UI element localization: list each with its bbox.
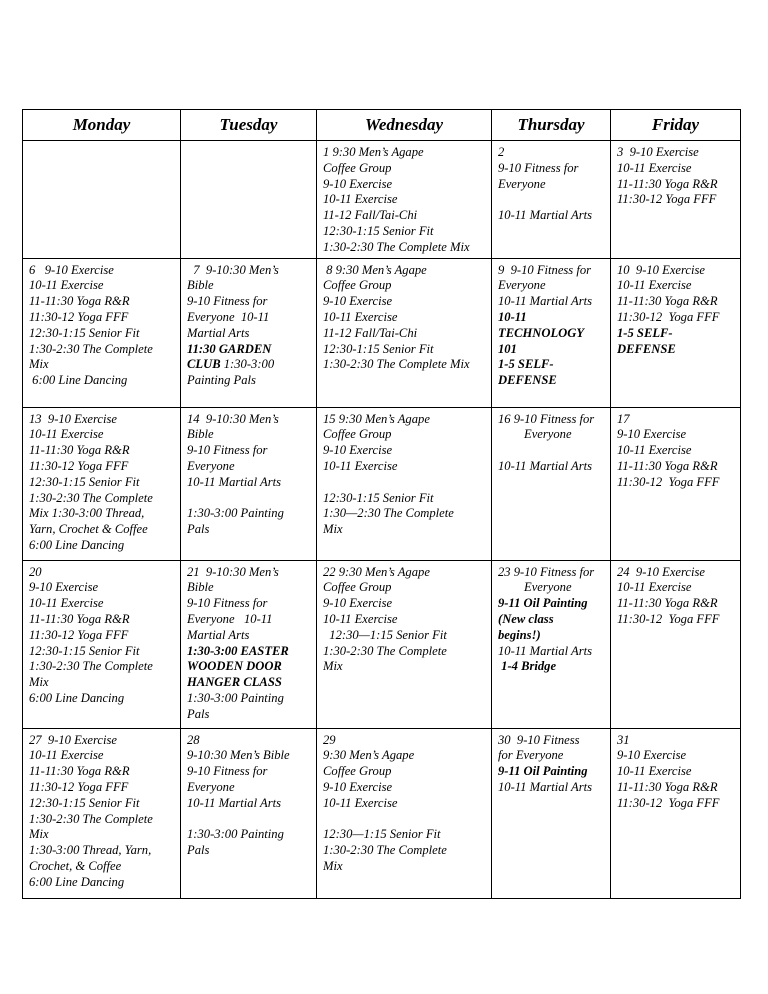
- header-thursday: Thursday: [492, 110, 611, 141]
- day-number-line: 29: [323, 732, 336, 747]
- event-line: 6:00 Line Dancing: [29, 537, 125, 552]
- day-cell-friday: [611, 407, 741, 560]
- event-line: DEFENSE: [498, 373, 557, 388]
- weekday-header-row: [23, 110, 741, 141]
- event-line: Mix: [323, 522, 343, 537]
- day-events: [317, 561, 491, 678]
- day-number-line: 2: [498, 145, 505, 159]
- event-line: 10-11 Martial Arts: [498, 643, 592, 658]
- event-line: Everyone: [524, 427, 572, 442]
- day-cell-tuesday: [181, 728, 317, 898]
- day-events: [611, 259, 740, 360]
- event-line: 1:30—2:30 The Complete: [323, 506, 454, 521]
- event-line: (New class: [498, 611, 554, 626]
- event-line: Coffee Group: [323, 160, 392, 175]
- event-line: [187, 357, 313, 373]
- event-line: 9-11 Oil Painting: [498, 764, 588, 779]
- event-line: Everyone 10-11: [187, 611, 273, 626]
- event-line: Pals: [187, 843, 210, 858]
- event-line: 10-11 Exercise: [323, 458, 398, 473]
- event-line: 10-11 Exercise: [323, 192, 398, 207]
- event-line: DEFENSE: [617, 341, 676, 356]
- day-cell-tuesday: [181, 141, 317, 259]
- day-cell-friday: [611, 258, 741, 407]
- day-number-line: 31: [617, 732, 630, 747]
- event-line: HANGER CLASS: [187, 675, 282, 690]
- day-cell-monday: [23, 258, 181, 407]
- day-number-line: 27 9-10 Exercise: [29, 732, 118, 747]
- event-line: 10-11 Martial Arts: [498, 294, 592, 309]
- event-line: 10-11 Martial Arts: [498, 779, 592, 794]
- event-line: 11-12 Fall/Tai-Chi: [323, 325, 418, 340]
- day-number-line: 3 9-10 Exercise: [617, 145, 699, 159]
- event-line: 10-11 Martial Arts: [187, 795, 281, 810]
- header-wednesday: Wednesday: [317, 110, 492, 141]
- event-line: 11-11:30 Yoga R&R: [617, 294, 718, 309]
- day-number-line: 21 9-10:30 Men’s: [187, 564, 279, 579]
- week-row: [23, 728, 741, 898]
- day-events: [23, 141, 180, 147]
- event-line: Coffee Group: [323, 764, 392, 779]
- day-number-line: 17: [617, 411, 630, 426]
- event-line: 1:30-2:30 The Complete Mix: [323, 357, 470, 372]
- event-line: 10-11 Exercise: [29, 278, 104, 293]
- event-line: 12:30-1:15 Senior Fit: [323, 490, 434, 505]
- event-text: CLUB: [187, 357, 224, 372]
- event-line: 6:00 Line Dancing: [29, 690, 125, 705]
- event-line: 10-11: [498, 309, 527, 324]
- event-line: 10-11 Exercise: [323, 795, 398, 810]
- day-events: [611, 729, 740, 814]
- day-number-line: 13 9-10 Exercise: [29, 411, 118, 426]
- event-line: Everyone: [187, 458, 235, 473]
- week-row: [23, 560, 741, 728]
- day-events: [492, 259, 610, 391]
- week-row: [23, 407, 741, 560]
- day-number-line: 7 9-10:30 Men’s: [187, 262, 279, 277]
- day-events: [317, 729, 491, 877]
- event-line: 9:30 Men’s Agape: [323, 748, 415, 763]
- event-line: 9-10 Exercise: [323, 779, 393, 794]
- event-line: Everyone 10-11: [187, 309, 270, 324]
- day-cell-friday: [611, 728, 741, 898]
- event-line: Mix: [323, 858, 343, 873]
- event-line: Martial Arts: [187, 325, 250, 340]
- event-line: Crochet, & Coffee: [29, 858, 122, 873]
- event-line: 10-11 Exercise: [617, 580, 692, 595]
- day-cell-monday: [23, 407, 181, 560]
- day-events: [492, 729, 610, 798]
- event-line: 10-11 Martial Arts: [498, 458, 592, 473]
- event-line: 9-10 Exercise: [29, 580, 99, 595]
- blank-line: [323, 812, 488, 828]
- day-events: [23, 408, 180, 556]
- event-line: Everyone: [498, 278, 546, 293]
- event-line: 12:30-1:15 Senior Fit: [323, 341, 434, 356]
- day-cell-friday: [611, 560, 741, 728]
- day-number-line: 15 9:30 Men’s Agape: [323, 411, 430, 426]
- event-line: 10-11 Exercise: [29, 596, 104, 611]
- event-line: 9-10 Exercise: [617, 427, 687, 442]
- day-events: [181, 561, 316, 725]
- event-line: 11-12 Fall/Tai-Chi: [323, 208, 418, 223]
- blank-line: [498, 192, 607, 208]
- event-line: 11-11:30 Yoga R&R: [617, 779, 718, 794]
- event-line: 10-11 Exercise: [617, 160, 692, 175]
- day-cell-wednesday: [317, 728, 492, 898]
- event-line: 11:30-12 Yoga FFF: [29, 779, 129, 794]
- event-line: 1:30-3:00 Painting: [187, 827, 284, 842]
- event-line: 9-10:30 Men’s Bible: [187, 748, 290, 763]
- day-cell-monday: [23, 560, 181, 728]
- day-cell-thursday: [492, 728, 611, 898]
- day-number-line: 24 9-10 Exercise: [617, 564, 706, 579]
- event-line: 12:30-1:15 Senior Fit: [29, 325, 140, 340]
- event-line: 1:30-3:00 EASTER: [187, 643, 289, 658]
- day-events: [23, 729, 180, 893]
- day-cell-monday: [23, 141, 181, 259]
- day-cell-tuesday: [181, 560, 317, 728]
- day-number-line: 20: [29, 564, 42, 579]
- day-events: [317, 259, 491, 376]
- day-events: [492, 408, 610, 477]
- event-line: Mix: [323, 659, 343, 674]
- event-line: 12:30-1:15 Senior Fit: [29, 643, 140, 658]
- event-line: Everyone: [524, 580, 572, 595]
- event-line: WOODEN DOOR: [187, 659, 282, 674]
- event-line: Bible: [187, 427, 214, 442]
- event-line: Pals: [187, 522, 210, 537]
- event-text: 1:30-3:00: [223, 357, 275, 372]
- event-line: 11:30-12 Yoga FFF: [617, 795, 720, 810]
- event-line: 10-11 Exercise: [617, 443, 692, 458]
- event-line: 11:30-12 Yoga FFF: [29, 309, 129, 324]
- blank-line: [187, 491, 313, 507]
- event-line: 11-11:30 Yoga R&R: [29, 443, 130, 458]
- event-line: 101: [498, 341, 517, 356]
- day-events: [611, 408, 740, 493]
- day-events: [181, 729, 316, 861]
- event-line: 11-11:30 Yoga R&R: [29, 294, 130, 309]
- event-line: 1:30-2:30 The Complete: [323, 843, 447, 858]
- day-events: [611, 561, 740, 630]
- event-line: 1:30-3:00 Thread, Yarn,: [29, 843, 152, 858]
- event-line: 1:30-2:30 The Complete: [29, 490, 153, 505]
- day-number-line: 16 9-10 Fitness for: [498, 411, 595, 426]
- day-cell-wednesday: [317, 258, 492, 407]
- day-cell-tuesday: [181, 407, 317, 560]
- day-number-line: 10 9-10 Exercise: [617, 262, 706, 277]
- day-events: [181, 141, 316, 147]
- header-friday: Friday: [611, 110, 741, 141]
- event-line: 6:00 Line Dancing: [29, 373, 128, 388]
- day-number-line: 6 9-10 Exercise: [29, 262, 114, 277]
- event-line: 9-10 Exercise: [323, 176, 393, 191]
- event-line: 10-11 Exercise: [617, 764, 692, 779]
- event-line: 9-10 Exercise: [323, 294, 393, 309]
- event-line: Mix: [29, 675, 49, 690]
- blank-line: [187, 812, 313, 828]
- event-line: 10-11 Martial Arts: [187, 474, 281, 489]
- event-line: 9-10 Exercise: [617, 748, 687, 763]
- event-line: 10-11 Exercise: [323, 611, 398, 626]
- day-number-line: 28: [187, 732, 200, 747]
- day-number-line: 8 9:30 Men’s Agape: [323, 262, 427, 277]
- day-cell-monday: [23, 728, 181, 898]
- event-line: 6:00 Line Dancing: [29, 874, 125, 889]
- day-cell-thursday: [492, 560, 611, 728]
- event-line: 1:30-2:30 The Complete: [323, 643, 447, 658]
- event-line: Everyone: [187, 779, 235, 794]
- day-cell-thursday: [492, 258, 611, 407]
- day-events: [492, 141, 610, 226]
- event-line: Painting Pals: [187, 373, 256, 388]
- event-line: 12:30—1:15 Senior Fit: [323, 827, 441, 842]
- event-line: 11-11:30 Yoga R&R: [617, 458, 718, 473]
- event-line: for Everyone: [498, 748, 564, 763]
- event-line: begins!): [498, 627, 541, 642]
- day-cell-wednesday: [317, 141, 492, 259]
- event-line: 11:30-12 Yoga FFF: [29, 458, 129, 473]
- event-line: 9-10 Fitness for: [498, 160, 579, 175]
- event-line: 11:30-12 Yoga FFF: [617, 309, 720, 324]
- event-line: 12:30-1:15 Senior Fit: [323, 223, 434, 238]
- day-events: [317, 141, 491, 258]
- blank-line: [498, 443, 607, 459]
- week-row: [23, 141, 741, 259]
- event-line: 11-11:30 Yoga R&R: [29, 611, 130, 626]
- event-line: 10-11 Martial Arts: [498, 208, 592, 223]
- event-line: Coffee Group: [323, 427, 392, 442]
- event-line: 1:30-3:00 Painting: [187, 506, 284, 521]
- event-line: 1-5 SELF-: [498, 357, 554, 372]
- calendar-table: [22, 109, 741, 899]
- event-line: 12:30-1:15 Senior Fit: [29, 795, 140, 810]
- event-line: 1:30-2:30 The Complete: [29, 811, 153, 826]
- day-events: [611, 141, 740, 210]
- event-line: TECHNOLOGY: [498, 325, 585, 340]
- event-line: Martial Arts: [187, 627, 250, 642]
- event-line: 1:30-2:30 The Complete: [29, 341, 153, 356]
- event-line: 9-10 Exercise: [323, 443, 393, 458]
- day-events: [317, 408, 491, 540]
- event-line: 9-10 Fitness for: [187, 764, 268, 779]
- event-line: Mix: [29, 827, 49, 842]
- event-line: 11:30-12 Yoga FFF: [617, 192, 717, 207]
- day-cell-tuesday: [181, 258, 317, 407]
- event-line: Bible: [187, 278, 214, 293]
- header-monday: Monday: [23, 110, 181, 141]
- event-line: 12:30-1:15 Senior Fit: [29, 474, 140, 489]
- event-line: 11:30-12 Yoga FFF: [29, 627, 129, 642]
- day-number-line: 22 9:30 Men’s Agape: [323, 564, 430, 579]
- event-line: 1:30-2:30 The Complete: [29, 659, 153, 674]
- day-cell-wednesday: [317, 407, 492, 560]
- event-line: 10-11 Exercise: [29, 748, 104, 763]
- day-events: [23, 561, 180, 709]
- day-events: [181, 259, 316, 391]
- blank-line: [323, 475, 488, 491]
- event-line: 9-10 Fitness for: [187, 443, 268, 458]
- event-line: 1:30-3:00 Painting: [187, 690, 284, 705]
- event-line: 10-11 Exercise: [617, 278, 692, 293]
- day-number-line: 14 9-10:30 Men’s: [187, 411, 279, 426]
- event-line: 1-4 Bridge: [498, 659, 557, 674]
- event-line: Coffee Group: [323, 278, 392, 293]
- event-line: 11-11:30 Yoga R&R: [617, 596, 718, 611]
- event-line: Coffee Group: [323, 580, 392, 595]
- day-number-line: 9 9-10 Fitness for: [498, 262, 592, 277]
- event-line: Everyone: [498, 176, 546, 191]
- event-line: 11-11:30 Yoga R&R: [29, 764, 130, 779]
- event-line: 11-11:30 Yoga R&R: [617, 176, 718, 191]
- header-tuesday: Tuesday: [181, 110, 317, 141]
- week-row: [23, 258, 741, 407]
- event-line: 10-11 Exercise: [323, 309, 398, 324]
- day-number-line: 30 9-10 Fitness: [498, 732, 580, 747]
- event-line: 9-10 Fitness for: [187, 294, 268, 309]
- event-line: 11:30-12 Yoga FFF: [617, 474, 720, 489]
- event-line: Bible: [187, 580, 214, 595]
- day-number-line: 1 9:30 Men’s Agape: [323, 145, 424, 159]
- day-events: [492, 561, 610, 678]
- day-cell-thursday: [492, 407, 611, 560]
- day-number-line: 23 9-10 Fitness for: [498, 564, 595, 579]
- day-events: [23, 259, 180, 391]
- event-line: Yarn, Crochet & Coffee: [29, 522, 148, 537]
- event-line: Mix: [29, 357, 49, 372]
- event-line: Mix 1:30-3:00 Thread,: [29, 506, 145, 521]
- event-line: 1-5 SELF-: [617, 325, 673, 340]
- day-cell-friday: [611, 141, 741, 259]
- event-line: 1:30-2:30 The Complete Mix: [323, 239, 470, 254]
- event-line: 11:30 GARDEN: [187, 341, 272, 356]
- event-line: 9-11 Oil Painting: [498, 596, 588, 611]
- event-line: 9-10 Fitness for: [187, 596, 268, 611]
- event-line: 11:30-12 Yoga FFF: [617, 611, 720, 626]
- day-events: [181, 408, 316, 540]
- event-line: 9-10 Exercise: [323, 596, 393, 611]
- event-line: 12:30—1:15 Senior Fit: [323, 627, 447, 642]
- day-cell-thursday: [492, 141, 611, 259]
- event-line: 10-11 Exercise: [29, 427, 104, 442]
- day-cell-wednesday: [317, 560, 492, 728]
- event-line: Pals: [187, 706, 210, 721]
